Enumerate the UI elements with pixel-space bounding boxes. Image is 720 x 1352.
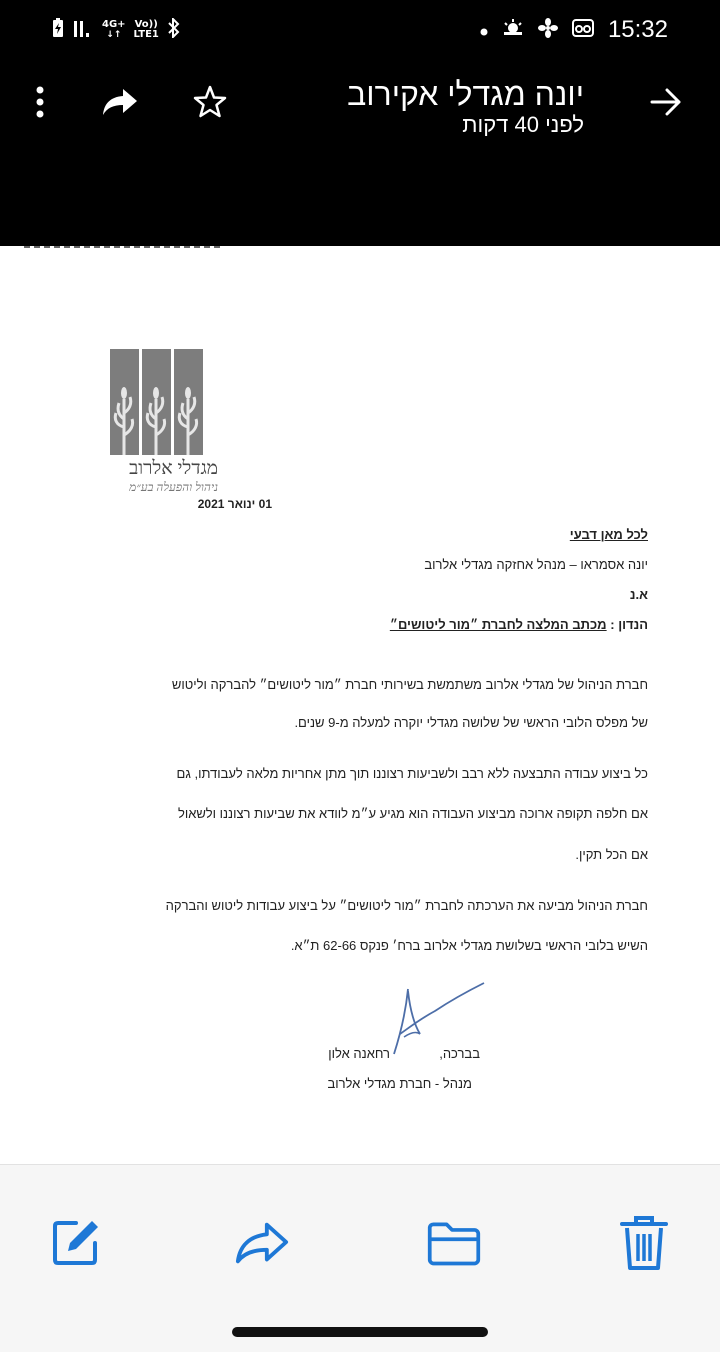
weather-icon <box>502 19 524 41</box>
dot-icon <box>480 21 488 40</box>
folder-icon[interactable] <box>426 1215 482 1271</box>
bottom-action-bar <box>0 1164 720 1352</box>
company-logo <box>110 349 204 455</box>
network-type: 4G+ ↓↑ <box>102 19 126 40</box>
signatory-title: מנהל - חברת מגדלי אלרוב <box>327 1076 472 1091</box>
star-icon[interactable] <box>190 82 230 122</box>
volte-indicator: Vo)) LTE1 <box>133 19 159 40</box>
logo-text <box>108 458 218 495</box>
dashed-divider <box>24 246 220 252</box>
back-arrow-icon[interactable] <box>646 82 686 122</box>
app-header <box>0 0 720 246</box>
trash-icon[interactable] <box>616 1215 672 1271</box>
message-toolbar <box>0 70 720 150</box>
letter-paragraph-line: חברת הניהול של מגדלי אלרוב משתמשת בשירותי חברת ״מור ליטושים״ להברקה וליטוש <box>171 677 648 692</box>
letter-reference-line: יונה אסמראו – מנהל אחזקה מגדלי אלרוב <box>424 557 648 572</box>
more-icon[interactable] <box>20 82 60 122</box>
forward-icon[interactable] <box>100 82 140 122</box>
logo-name: מגדלי אלרוב <box>129 458 218 479</box>
status-bar <box>0 0 720 66</box>
share-icon[interactable] <box>234 1215 290 1271</box>
letter-paragraph-line: אם הכל תקין. <box>575 847 648 862</box>
status-time: 15:32 <box>607 16 668 43</box>
charging-icon <box>52 18 64 42</box>
signal-icon <box>72 19 94 41</box>
subject-text: מכתב המלצה לחברת ״מור ליטושים״ <box>389 617 607 632</box>
signatory-name: רחאנה אלון <box>328 1046 390 1061</box>
sender-name: יונה מגדלי אקירוב <box>347 76 584 112</box>
letter-to-whom: לכל מאן דבעי <box>569 527 648 542</box>
letter-paragraph-line: של מפלס הלובי הראשי של שלושה מגדלי יוקרה למעלה מ-9 שנים. <box>294 715 648 730</box>
bluetooth-icon <box>167 18 181 42</box>
letter-paragraph-line: השיש בלובי הראשי בשלושת מגדלי אלרוב ברח׳ פנקס 62-66 ת״א. <box>290 938 648 953</box>
letter-date: 01 ינואר 2021 <box>197 497 272 511</box>
home-indicator[interactable] <box>232 1327 488 1337</box>
logo-column <box>174 349 203 455</box>
vr-icon <box>572 19 594 41</box>
letter-subject <box>190 617 648 632</box>
letter-greeting: א.נ <box>629 587 648 602</box>
edit-icon[interactable] <box>48 1215 104 1271</box>
attachment-document[interactable] <box>0 246 720 1164</box>
subject-prefix: הנדון : <box>610 617 648 632</box>
logo-column <box>142 349 171 455</box>
letter-paragraph-line: חברת הניהול מביעה את הערכתה לחברת ״מור ליטושים״ על ביצוע עבודות ליטוש והברקה <box>165 898 648 913</box>
fan-icon <box>538 18 558 42</box>
logo-subtitle: ניהול והפעלה בע״מ <box>129 480 218 494</box>
status-left <box>52 18 181 42</box>
sender-time: לפני 40 דקות <box>462 112 584 137</box>
signature-regards: בברכה, <box>439 1046 480 1061</box>
letter-paragraph-line: אם חלפה תקופה ארוכה מביצוע העבודה הוא מגיע ע״מ לוודא את שביעות רצוננו ולשאול <box>177 806 648 821</box>
letter-paragraph-line: כל ביצוע עבודה התבצעה ללא רבב ולשביעות רצוננו תוך מתן אחריות מלאה לעבודתו, גם <box>176 766 648 781</box>
logo-column <box>110 349 139 455</box>
status-right <box>480 16 668 44</box>
